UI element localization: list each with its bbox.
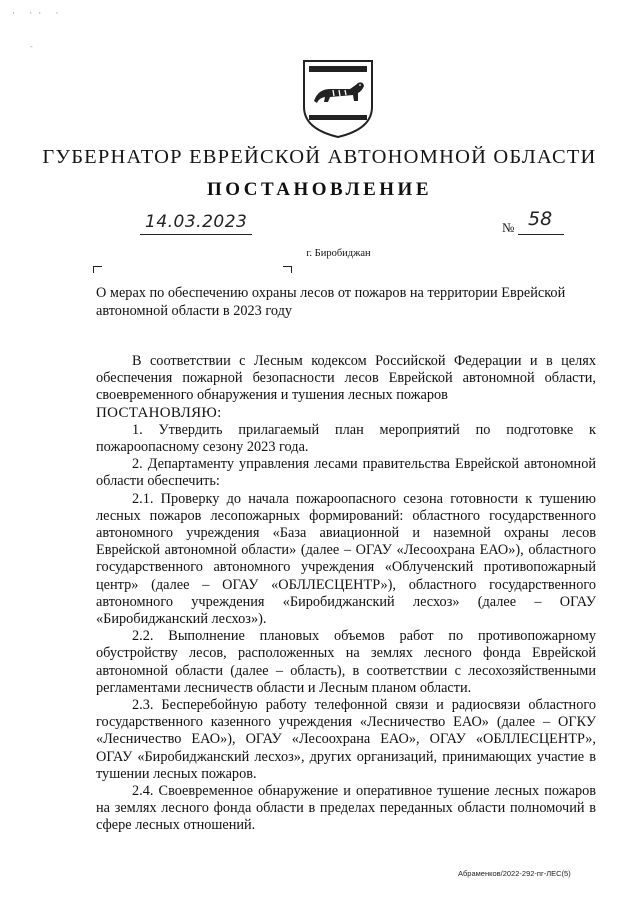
paragraph-2: 2. Департаменту управления лесами правительства Еврейской автономной области обеспечить: <box>96 456 596 490</box>
paragraph-1: 1. Утвердить прилагаемый план мероприятий по подготовке к пожароопасному сезону 2023 года. <box>96 421 596 456</box>
subject-bracket-right <box>283 266 292 273</box>
paragraph-2-4: 2.4. Своевременное обнаружение и оперативное тушение лесных пожаров на землях лесного фонда области в пределах переданных области полномочий в сфере лесных отношений. <box>96 783 596 834</box>
governor-title: ГУБЕРНАТОР ЕВРЕЙСКОЙ АВТОНОМНОЙ ОБЛАСТИ <box>42 146 597 168</box>
document-subject: О мерах по обеспечению охраны лесов от пожаров на территории Еврейской автономной области в 2023 году <box>96 285 566 319</box>
preamble-paragraph: В соответствии с Лесным кодексом Российской Федерации и в целях обеспечения пожарной безопасности лесов Еврейской автономной области, своевременного обнаружения и тушения лесных пожаров <box>96 353 596 404</box>
document-type: ПОСТАНОВЛЕНИЕ <box>206 179 433 200</box>
number-underline <box>518 234 564 235</box>
document-body <box>96 353 596 835</box>
city-name: г. Биробиджан <box>306 248 371 259</box>
scan-speck: - <box>30 42 33 51</box>
paragraph-2-1: 2.1. Проверку до начала пожароопасного сезона готовности к тушению лесных пожаров лесопожарных формирований: областного государственного автономного учреждения «База авиационной и наземной охраны лесов Еврейской автономной области» (далее – ОГАУ «Лесоохрана ЕАО»), областного государственного автономного учреждения «Облученский противопожарный центр» (далее – ОГАУ «ОБЛЛЕСЦЕНТР»), областного государственного автономного учреждения «Биробиджанский лесхоз» (далее – ОГАУ «Биробиджанский лесхоз»). <box>96 490 596 628</box>
decree-word: ПОСТАНОВЛЯЮ: <box>96 404 222 421</box>
number-sign: № <box>502 220 515 235</box>
date-underline <box>140 234 252 235</box>
document-date: 14.03.2023 <box>145 212 248 232</box>
coat-of-arms-tiger-icon <box>300 55 376 139</box>
document-number: 58 <box>528 208 553 230</box>
scan-specks: · ·· · <box>12 8 65 18</box>
footer-code: Абраменков/2022-292-пг-ЛЕС(5) <box>458 869 571 878</box>
paragraph-2-3: 2.3. Бесперебойную работу телефонной связи и радиосвязи областного государственного казенного учреждения «Лесничество ЕАО» (далее – ОГКУ «Лесничество ЕАО»), ОГАУ «Лесоохрана ЕАО», ОГАУ «ОБЛЛЕСЦЕНТР», ОГАУ «Биробиджанский лесхоз», других организаций, принимающих участие в тушении лесных пожаров. <box>96 697 596 782</box>
paragraph-2-2: 2.2. Выполнение плановых объемов работ по противопожарному обустройству лесов, расположенных на землях лесного фонда Еврейской автономной области (далее – область), в соответствии с лесохозяйственными регламентами лесничеств области и Лесным планом области. <box>96 628 596 696</box>
subject-bracket-left <box>93 266 102 273</box>
